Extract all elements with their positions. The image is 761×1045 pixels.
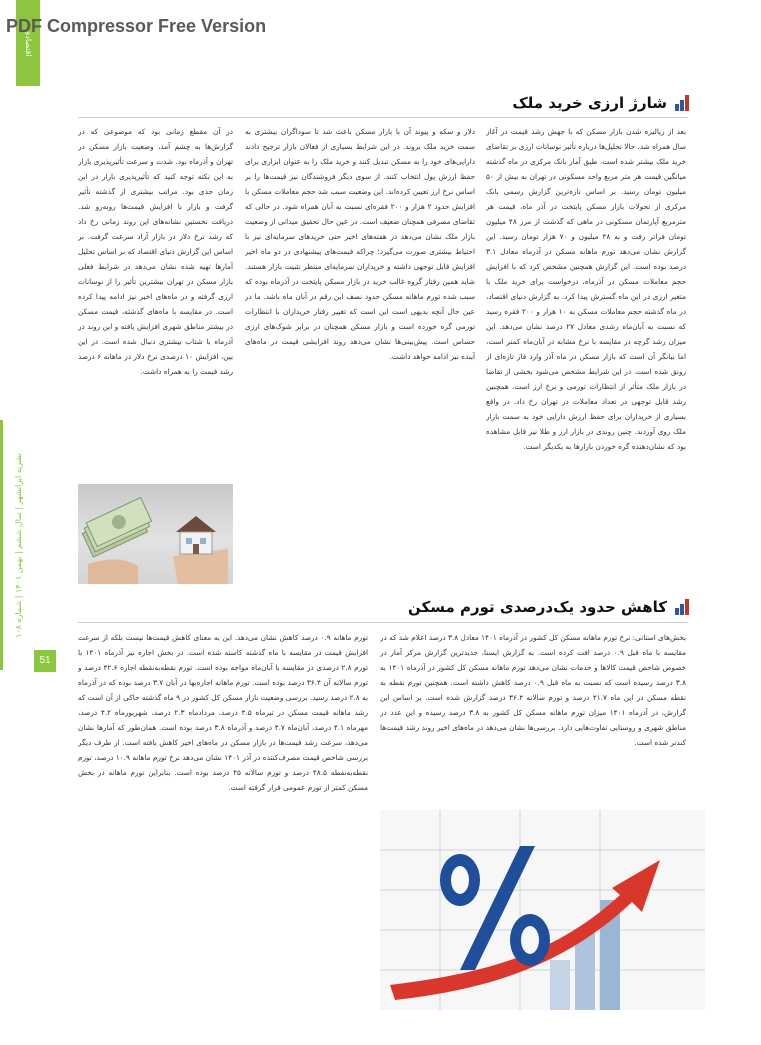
paragraph: در آن مقطع زمانی بود که موضوعی که در گزارش‌ها به چشم آمد، وضعیت بازار مسکن در تهران و آذرماه بود. شدت و سرعت تأثیرپذیری بازار به این نکته توجه کنید که تأثیرپذیری بازار در این زمان جدی بود. مراتب بیشتری از گذشته تأثیر گرفت و بازار با افزایش قیمت‌ها روبه‌رو شد. دریافت نخستین نشانه‌های این روند زمانی رخ داد که رشد نرخ دلار در بازار آزاد سرعت گرفت. بر اساس این گزارش دنیای اقتصاد که بر اساس تحلیل آمارها تهیه شده نشان می‌دهد در شرایط فعلی بازار مسکن در تهران بیشترین تأثیر را از نوسانات ارزی گرفته و در ماه‌های اخیر نیز ادامه پیدا کرده است. در مقایسه با ماه‌های گذشته، قیمت مسکن در بیشتر مناطق شهری افزایش یافته و این روند در آذرماه با شتاب بیشتری دنبال شده است. در این بین، افزایش ۱۰ درصدی نرخ دلار در ماهانه ۶ درصد رشد قیمت را به همراه داشت. bbox=[78, 127, 233, 376]
house-money-illustration bbox=[78, 484, 233, 584]
title-rule-1 bbox=[78, 117, 688, 118]
bar-chart-icon bbox=[673, 599, 689, 615]
article-1-column-middle bbox=[245, 124, 475, 590]
article-1-column-right bbox=[486, 124, 686, 580]
paragraph: دلار و سکه و پیوند آن با بازار مسکن باعث شد تا سوداگران بیشتری به سمت خرید ملک بروند. در این شرایط بسیاری از فعالان بازار ترجیح دادند دارایی‌های خود را به مسکن تبدیل کنند و خرید ملک را به عنوان ابزاری برای حفظ ارزش پول انتخاب کنند. از سوی دیگر فروشندگان نیز قیمت‌ها را بر اساس نرخ ارز تعیین کرده‌اند. این وضعیت سبب شد حجم معاملات مسکن با افزایش حدود ۲ هزار و ۲۰۰ فقره‌ای نسبت به آبان همراه شود. در حالی که تقاضای مصرفی همچنان ضعیف است. در عین حال تحقیق میدانی از وضعیت بازار ملک نشان می‌دهد در هفته‌های اخیر حتی خریدهای سرمایه‌ای نیز با احتیاط بیشتری صورت می‌گیرد؛ چراکه قیمت‌های پیشنهادی در دو ماه اخیر افزایش قابل توجهی داشته و خریداران سرمایه‌ای منتظر تثبیت بازار هستند. شاید همین رفتار گروه غالب خرید در بازار مسکن پایتخت در آذرماه بوده که سبب شده تورم ماهانه مسکن حدود نصف این رقم در آبان ماه باشد. ما در عین حال آنچه بدیهی است این است که تغییر رفتار خریداران با انتظارات تورمی گره خورده است و بازار مسکن همچنان در برابر شوک‌های ارزی حساس است. پیش‌بینی‌ها نشان می‌دهد روند افزایشی قیمت در ماه‌های آینده نیز ادامه خواهد داشت. bbox=[245, 127, 475, 361]
article-1-title bbox=[512, 94, 689, 112]
magazine-info: نشریه ایرانشهر | سال ششم | بهمن ۱۴۰۱ | شماره ۱۰۸ bbox=[14, 452, 23, 638]
article-1-column-left bbox=[78, 124, 233, 476]
title-rule-2 bbox=[78, 622, 688, 623]
side-line bbox=[0, 420, 3, 670]
watermark: PDF Compressor Free Version bbox=[6, 16, 267, 36]
percent-arrow-graphic bbox=[380, 810, 705, 1010]
paragraph: بخش‌های استانی: نرخ تورم ماهانه مسکن کل کشور در آذرماه ۱۴۰۱ معادل ۳.۸ درصد اعلام شد که در مقایسه با ماه قبل ۰.۹ درصد افت کرده است. به گزارش ایسنا، جدیدترین گزارش مرکز آمار در خصوص شاخص قیمت کالاها و خدمات نشان می‌دهد تورم ماهانه مسکن کل کشور در آذرماه ۱۴۰۱ به ۳.۸ درصد رسیده است که نسبت به ماه قبل ۰.۹ درصد کاهش داشته است. همچنین تورم نقطه به نقطه مسکن در این ماه ۴۱.۷ درصد و تورم سالانه ۳۶.۴ درصد گزارش شده است. بر اساس این گزارش، در آذرماه ۱۴۰۱ میزان تورم ماهانه مسکن کل کشور به ۳.۸ درصد رسیده و این عدد در مناطق شهری و روستایی تفاوت‌هایی دارد. بررسی‌ها نشان می‌دهد در ماه‌های اخیر روند رشد قیمت‌ها کندتر شده است. bbox=[380, 633, 686, 747]
article-2-heading: کاهش حدود یک‌درصدی تورم مسکن bbox=[407, 598, 667, 616]
article-2-column-left bbox=[78, 630, 368, 960]
section-tab: اقتصادی bbox=[16, 0, 40, 86]
house-money-photo bbox=[78, 484, 233, 584]
article-1-heading: شارژ ارزی خرید ملک bbox=[512, 94, 667, 112]
bar-chart-icon bbox=[673, 95, 689, 111]
article-2-title bbox=[408, 598, 689, 616]
paragraph: بعد از ریالیزه شدن بازار مسکن که با جهش رشد قیمت در آغاز سال همراه شد، حالا تحلیل‌ها درباره تأثیر نوسانات ارزی بر تقاضای خرید ملک بیشتر شده است. طبق آمار بانک مرکزی در ماه گذشته میانگین قیمت هر متر مربع واحد مسکونی در تهران به بیش از ۵۰ میلیون تومان رسید. بر اساس تازه‌ترین گزارش رسمی بانک مرکزی از تحولات بازار مسکن پایتخت در آذر ماه، قیمت هر مترمربع آپارتمان مسکونی در ماهی که گذشت از مرز ۴۸ میلیون تومان فراتر رفت و به ۴۸ میلیون و ۷۰ هزار تومان رسید. این گزارش نشان می‌دهد تورم ماهانه مسکن در آذرماه معادل ۳.۱ درصد بوده است. این گزارش همچنین مشخص کرد که با افزایش حجم معاملات مسکن در آذرماه، درخواست برای خرید ملک با متغیر ارزی در این ماه گسترش پیدا کرد. به گزارش دنیای اقتصاد، در ماه گذشته حجم معاملات مسکن به ۱۰ هزار و ۲۰۰ فقره رسید که نسبت به آبان‌ماه رشدی معادل ۲۷ درصد نشان می‌دهد. این میزان رشد گرچه در مقایسه با نرخ مشابه در آبان‌ماه کمتر است، اما بیانگر آن است که بازار مسکن در ماه آذر وارد فاز تازه‌ای از رونق شده است. در این شرایط مشخص می‌شود بخشی از تقاضا در بازار ملک متأثر از انتظارات تورمی و نرخ ارز است. همچنین رشد قابل توجهی در تعداد معاملات در تهران رخ داد. در واقع بسیاری از خریداران برای حفظ ارزش دارایی خود به سمت بازار ملک روی آوردند. چنین روندی در بازار ارز و طلا نیز قابل مشاهده بود که نشان‌دهنده گره خوردن بازارها به یکدیگر است. bbox=[486, 127, 686, 451]
article-2-column-right bbox=[380, 630, 686, 800]
page-number: 51 bbox=[34, 650, 56, 672]
percent-growth-illustration bbox=[380, 810, 705, 1010]
paragraph: تورم ماهانه ۰.۹ درصد کاهش نشان می‌دهد. این به معنای کاهش قیمت‌ها نیست بلکه از سرعت افزایش قیمت در مقایسه با ماه گذشته کاسته شده است. در بخش اجاره نیز آذرماه ۱۴۰۱ با تورم ۲.۸ درصدی در مقایسه با آبان‌ماه مواجه بوده است. تورم نقطه‌به‌نقطه اجاره ۴۲.۶ درصد و تورم سالانه آن ۳۶.۴ درصد بوده است. تورم ماهانه اجاره‌بها در آبان ۳.۷ درصد بوده که در آذرماه به ۲.۸ درصد رسید. بررسی وضعیت بازار مسکن کل کشور در ۹ ماه گذشته حاکی از آن است که رشد ماهانه قیمت مسکن در تیرماه ۴.۵ درصد، مردادماه ۲.۳ درصد، شهریورماه ۴.۲ درصد، مهرماه ۴.۱ درصد، آبان‌ماه ۴.۷ درصد و آذرماه ۳.۸ درصد بوده است. همان‌طور که آمارها نشان می‌دهد، سرعت رشد قیمت‌ها در بازار مسکن در ماه‌های اخیر کاهش یافته است. از طرف دیگر بررسی شاخص قیمت مصرف‌کننده در آذر ۱۴۰۱ نشان می‌دهد نرخ تورم ماهانه ۱۰.۹ درصد، تورم نقطه‌به‌نقطه ۴۸.۵ درصد و تورم سالانه ۴۵ درصد بوده است. بنابراین تورم ماهانه در بخش مسکن کمتر از تورم عمومی قرار گرفته است. bbox=[78, 633, 368, 792]
